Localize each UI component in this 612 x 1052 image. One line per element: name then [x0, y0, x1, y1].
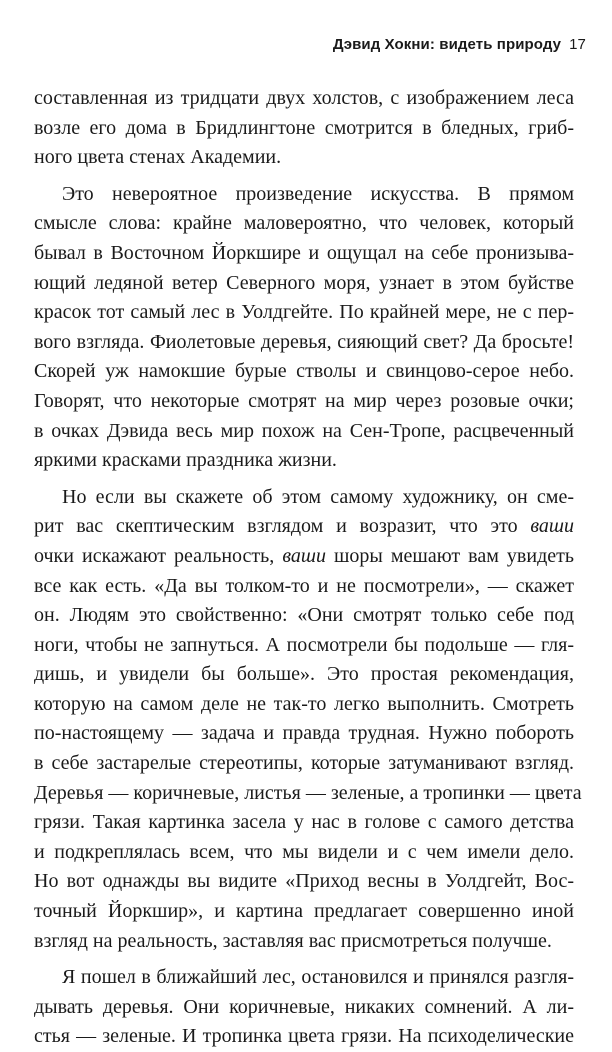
text-line: все как есть. «Да вы толком-то и не посмотрели», — скажет: [34, 574, 574, 597]
text-line: Скорей уж намокшие бурые стволы и свинцово-серое небо.: [34, 360, 574, 383]
text-line: Это невероятное произведение искусства. В прямом: [62, 182, 574, 205]
text-line-with-italic: [34, 512, 574, 542]
text-line: он. Людям это свойственно: «Они смотрят только себе под: [34, 604, 574, 627]
text-line: Но вот однажды вы видите «Приход весны в Уолдгейт, Вос-: [34, 870, 574, 893]
running-title: Дэвид Хокни: видеть природу: [332, 36, 562, 53]
text-line: грязи. Такая картинка засела у нас в голове с самого детства: [34, 811, 574, 834]
text-line: Говорят, что некоторые смотрят на мир через розовые очки;: [34, 389, 574, 412]
text-line: красок тот самый лес в Уолдгейте. По крайней мере, не с пер-: [34, 301, 574, 324]
body-text: [34, 84, 582, 1052]
text-line: ного цвета стенах Академии.: [34, 146, 282, 169]
text-line: составленная из тридцати двух холстов, с изображением леса: [34, 87, 574, 109]
text-line: в себе застарелые стереотипы, которые затуманивают взгляд.: [34, 752, 574, 775]
text-line: точный Йоркшир», и картина предлагает совершенно иной: [34, 900, 574, 923]
text-line: возле его дома в Бридлингтоне смотрится в бледных, гриб-: [34, 116, 574, 139]
italic-emphasis: ваши: [282, 544, 326, 567]
text-line: яркими красками праздника жизни.: [34, 449, 337, 472]
text-line: Но если вы скажете об этом самому художнику, он сме-: [62, 485, 574, 508]
running-header: [333, 36, 586, 53]
text-line: дишь, и увидели бы больше». Это простая рекомендация,: [34, 663, 574, 686]
page-number: 17: [569, 36, 586, 53]
text-segment: рит вас скептическим взглядом и возразит, что это: [34, 515, 518, 538]
text-line: по-настоящему — задача и правда трудная. Нужно побороть: [34, 722, 574, 745]
text-line: Я пошел в ближайший лес, остановился и принялся разгля-: [62, 966, 574, 989]
text-line: ющий ледяной ветер Северного моря, узнает в этом буйстве: [34, 271, 574, 294]
text-line: стья — зеленые. И тропинка цвета грязи. На психоделические: [34, 1025, 574, 1048]
text-line: вого взгляда. Фиолетовые деревья, сияющий свет? Да бросьте!: [34, 330, 574, 353]
text-line: смысле слова: крайне маловероятно, что человек, который: [34, 212, 574, 235]
text-line-with-italic: [34, 542, 574, 572]
text-line: взгляд на реальность, заставляя вас присмотреться получше.: [34, 929, 552, 952]
text-line: дывать деревья. Они коричневые, никаких сомнений. А ли-: [34, 995, 574, 1018]
text-line: бывал в Восточном Йоркшире и ощущал на себе пронизыва-: [34, 241, 574, 264]
text-line: которую на самом деле не так-то легко выполнить. Смотреть: [34, 692, 574, 715]
italic-emphasis: ваши: [530, 515, 574, 538]
text-segment: шоры мешают вам увидеть: [334, 544, 574, 567]
text-line: в очках Дэвида весь мир похож на Сен-Тропе, расцвеченный: [34, 419, 574, 442]
text-line: ноги, чтобы не запнуться. А посмотрели бы подольше — гля-: [34, 633, 574, 656]
text-segment: очки искажают реальность,: [34, 544, 275, 567]
text-line: Деревья — коричневые, листья — зеленые, а тропинки — цвета: [34, 781, 582, 804]
text-line: и подкреплялась всем, что мы видели и с чем имели дело.: [34, 840, 574, 863]
